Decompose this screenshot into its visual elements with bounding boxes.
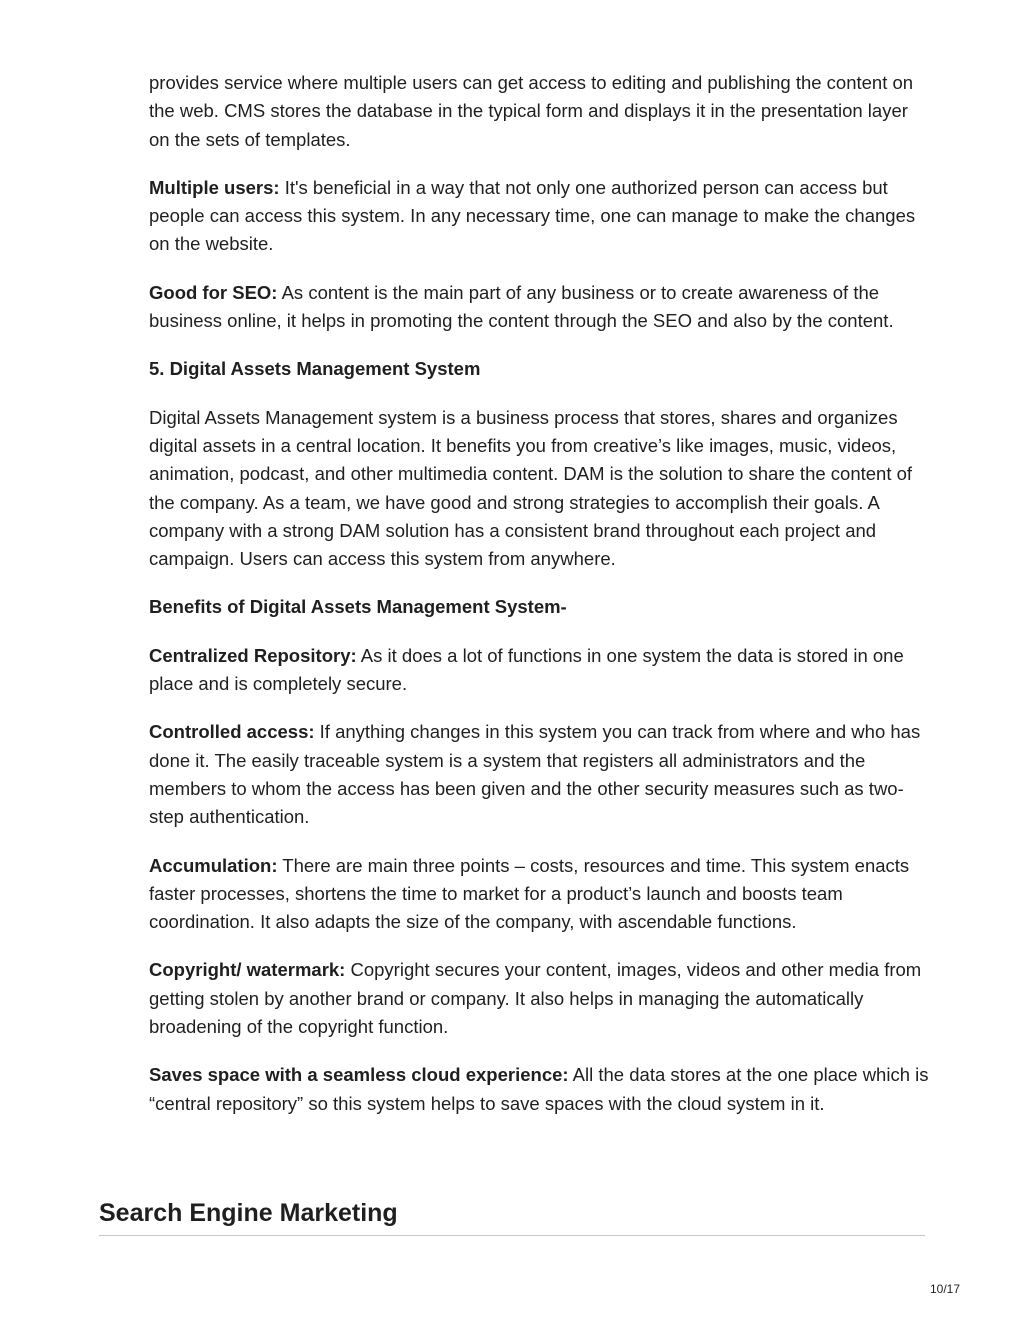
point-text: If anything changes in this system you can track from where and who has done it. The easily traceable system is a system that registers all administrators and the members to whom the access has been given and the other security measures such as two-step authentication.	[149, 721, 921, 828]
point-term: Accumulation:	[149, 854, 278, 876]
cms-point-multiple-users	[149, 174, 929, 259]
point-text: All the data stores at the one place which is “central repository” so this system helps to save spaces with the cloud system in it.	[149, 1064, 929, 1114]
section-title: Search Engine Marketing	[99, 1199, 398, 1227]
dam-description: Digital Assets Management system is a business process that stores, shares and organizes digital assets in a central location. It benefits you from creative’s like images, music, videos, animation, podcast, and other multimedia content. DAM is the solution to share the content of the company. As a team, we have good and strong strategies to accomplish their goals. A company with a strong DAM solution has a consistent brand throughout each project and campaign. Users can access this system from anywhere.	[149, 406, 913, 570]
point-text: As it does a lot of functions in one system the data is stored in one place and is completely secure.	[149, 644, 904, 695]
benefit-saves-space	[149, 1061, 929, 1118]
point-term: Controlled access:	[149, 721, 315, 743]
point-term: Good for SEO:	[149, 281, 278, 303]
benefit-centralized-repository	[149, 642, 929, 699]
point-text: As content is the main part of any business or to create awareness of the business online, it helps in promoting the content through the SEO and also by the content.	[149, 281, 894, 332]
benefits-heading: Benefits of Digital Assets Management System-	[149, 596, 567, 618]
point-term: Centralized Repository:	[149, 644, 357, 666]
point-text: There are main three points – costs, resources and time. This system enacts faster processes, shortens the time to market for a product’s launch and boosts team coordination. It also adapts the size of the company, with ascendable functions.	[149, 854, 910, 933]
benefit-controlled-access	[149, 718, 929, 831]
point-term: Multiple users:	[149, 176, 280, 198]
intro-paragraph: provides service where multiple users can get access to editing and publishing the content on the web. CMS stores the database in the typical form and displays it in the presentation layer on the sets of templates.	[149, 72, 914, 150]
dam-heading: 5. Digital Assets Management System	[149, 358, 481, 380]
point-text: Copyright secures your content, images, videos and other media from getting stolen by another brand or company. It also helps in managing the automatically broadening of the copyright function.	[149, 959, 922, 1038]
point-term: Saves space with a seamless cloud experience:	[149, 1064, 569, 1086]
point-text: It's beneficial in a way that not only one authorized person can access but people can access this system. In any necessary time, one can manage to make the changes on the website.	[149, 176, 916, 255]
article-body	[149, 69, 929, 1138]
cms-point-good-for-seo	[149, 279, 929, 336]
point-term: Copyright/ watermark:	[149, 959, 346, 981]
benefit-copyright-watermark	[149, 956, 929, 1041]
section-divider	[99, 1235, 925, 1236]
page-number: 10/17	[929, 1282, 960, 1296]
benefit-accumulation	[149, 852, 929, 937]
